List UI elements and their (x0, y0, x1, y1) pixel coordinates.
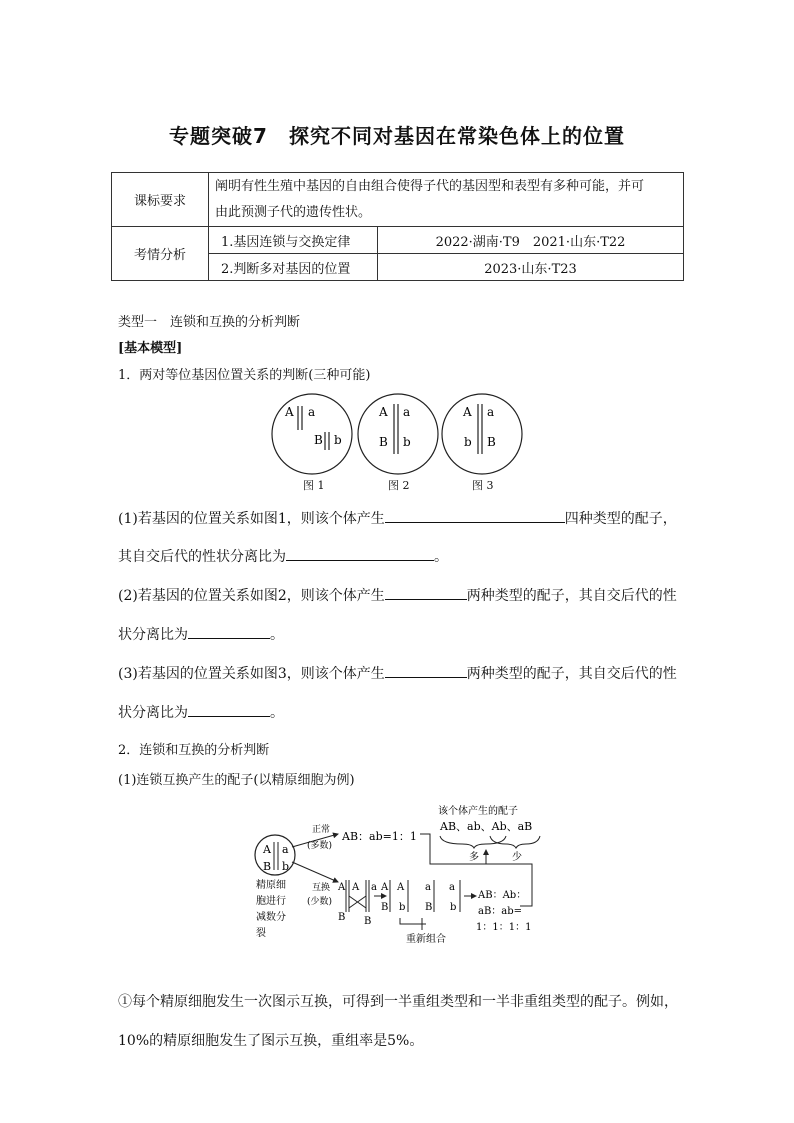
caption-fig3: 图 3 (472, 479, 494, 492)
gene-b-2: b (403, 435, 411, 449)
gamete-title: 该个体产生的配子 (438, 806, 518, 817)
q1-item-1-text-c: 其自交后代的性状分离比为 (118, 549, 286, 565)
tetrad-B-1: B (338, 912, 346, 923)
gene-a-2: a (403, 405, 411, 419)
prod4-a: a (449, 882, 455, 893)
prod1-B: B (381, 902, 389, 913)
cell-gene-B: B (263, 860, 272, 873)
answer-blank-3[interactable] (385, 585, 467, 600)
q1-item-2-text-c: 状分离比为 (118, 627, 188, 643)
label-many: 多 (469, 852, 479, 863)
cell-label-text: 精原细 胞进行 减数分 裂 (256, 880, 286, 939)
gene-b-1: b (334, 433, 342, 447)
curriculum-text (209, 173, 684, 227)
prod2-b: b (399, 902, 406, 913)
answer-blank-6[interactable] (188, 702, 270, 717)
q2-heading: 2．连锁和互换的分析判断 (118, 743, 270, 758)
tetrad-a-1: a (371, 882, 377, 893)
prod1-A: A (381, 882, 389, 893)
exam-topic-1: 1.基因连锁与交换定律 (209, 227, 378, 254)
q1-item-3-text-c: 状分离比为 (118, 705, 188, 721)
exchange-paren: (少数) (307, 897, 333, 907)
recombine-label: 重新组合 (406, 934, 446, 945)
exam-topic-2: 2.判断多对基因的位置 (209, 254, 378, 281)
ratio-line-2: aB：ab= (478, 906, 523, 917)
label-curriculum: 课标要求 (112, 173, 209, 227)
gene-b-3: b (464, 435, 472, 449)
q1-item-1-line-1 (118, 508, 677, 528)
q1-item-3-text-a: (3)若基因的位置关系如图3，则该个体产生 (118, 666, 385, 682)
q1-item-3-text-b: 两种类型的配子，其自交后代的性 (466, 666, 677, 682)
caption-fig2: 图 2 (388, 479, 410, 492)
curriculum-line-1: 阐明有性生殖中基因的自由组合使得子代的基因型和表型有多种可能，并可 (215, 178, 645, 194)
q1-item-2-text-a: (2)若基因的位置关系如图2，则该个体产生 (118, 588, 385, 604)
q1-item-2-text-b: 两种类型的配子，其自交后代的性 (466, 588, 677, 604)
exam-source-2: 2023·山东·T23 (378, 254, 684, 281)
answer-blank-2[interactable] (286, 546, 434, 561)
normal-paren: (多数) (307, 841, 333, 851)
normal-label: 正常 (312, 825, 331, 835)
note-1-line-1: ①每个精原细胞发生一次图示互换，可得到一半重组类型和一半非重组类型的配子。例如， (118, 994, 678, 1010)
cell-gene-b: b (282, 860, 290, 873)
tetrad-A-1: A (338, 882, 346, 893)
caption-fig1: 图 1 (303, 479, 325, 492)
q1-item-1-text-a: (1)若基因的位置关系如图1，则该个体产生 (118, 511, 385, 527)
note-1-line-2: 10%的精原细胞发生了图示互换，重组率是5%。 (118, 1033, 424, 1049)
gene-A-2: A (379, 405, 388, 419)
gene-B-1: B (314, 433, 323, 447)
q1-item-3-line-1 (118, 663, 677, 683)
basic-model-label: [基本模型] (118, 341, 183, 356)
gene-B-2: B (379, 435, 388, 449)
q1-item-1-text-b: 四种类型的配子， (564, 511, 677, 527)
q1-item-3-line-2 (118, 702, 284, 722)
answer-blank-1[interactable] (385, 508, 565, 523)
curriculum-line-2: 由此预测子代的遗传性状。 (215, 204, 372, 220)
answer-blank-5[interactable] (385, 663, 467, 678)
cell-gene-a: a (282, 843, 289, 856)
q1-heading: 1．两对等位基因位置关系的判断(三种可能) (118, 368, 371, 383)
ratio-line-3: 1：1：1：1 (476, 922, 532, 933)
prod4-b: b (450, 902, 457, 913)
section-type-1: 类型一 连锁和互换的分析判断 (118, 315, 301, 330)
prod3-B: B (425, 902, 433, 913)
q2-sub-1: (1)连锁互换产生的配子(以精原细胞为例) (118, 773, 355, 788)
q1-item-2-end: 。 (270, 627, 284, 643)
gene-A-1: A (285, 405, 294, 419)
label-few: 少 (512, 852, 522, 863)
tetrad-B-2: B (364, 916, 372, 927)
ratio-line-1: AB：Ab： (478, 890, 527, 901)
normal-ratio: AB：ab=1：1 (342, 830, 417, 843)
gene-a-1: a (308, 405, 316, 419)
figure-crossing-over (250, 800, 550, 950)
q1-item-2-line-2 (118, 624, 284, 644)
q1-item-3-end: 。 (270, 705, 284, 721)
gene-B-3: B (487, 435, 496, 449)
gamete-list: AB、ab、Ab、aB (440, 820, 533, 833)
page-title: 专题突破7 探究不同对基因在常染色体上的位置 (169, 124, 625, 148)
cell-gene-A: A (263, 843, 271, 856)
prod3-a: a (425, 882, 431, 893)
tetrad-A-2: A (352, 882, 360, 893)
exchange-label: 互换 (312, 883, 331, 893)
q1-item-2-line-1 (118, 585, 677, 605)
q1-item-1-line-2 (118, 546, 448, 566)
q1-item-1-end: 。 (434, 549, 448, 565)
prod2-A: A (397, 882, 405, 893)
label-exam-analysis: 考情分析 (112, 227, 209, 281)
course-info-table (111, 172, 684, 281)
gene-a-3: a (487, 405, 495, 419)
exam-source-1: 2022·湖南·T9 2021·山东·T22 (378, 227, 684, 254)
gene-A-3: A (463, 405, 472, 419)
answer-blank-4[interactable] (188, 624, 270, 639)
